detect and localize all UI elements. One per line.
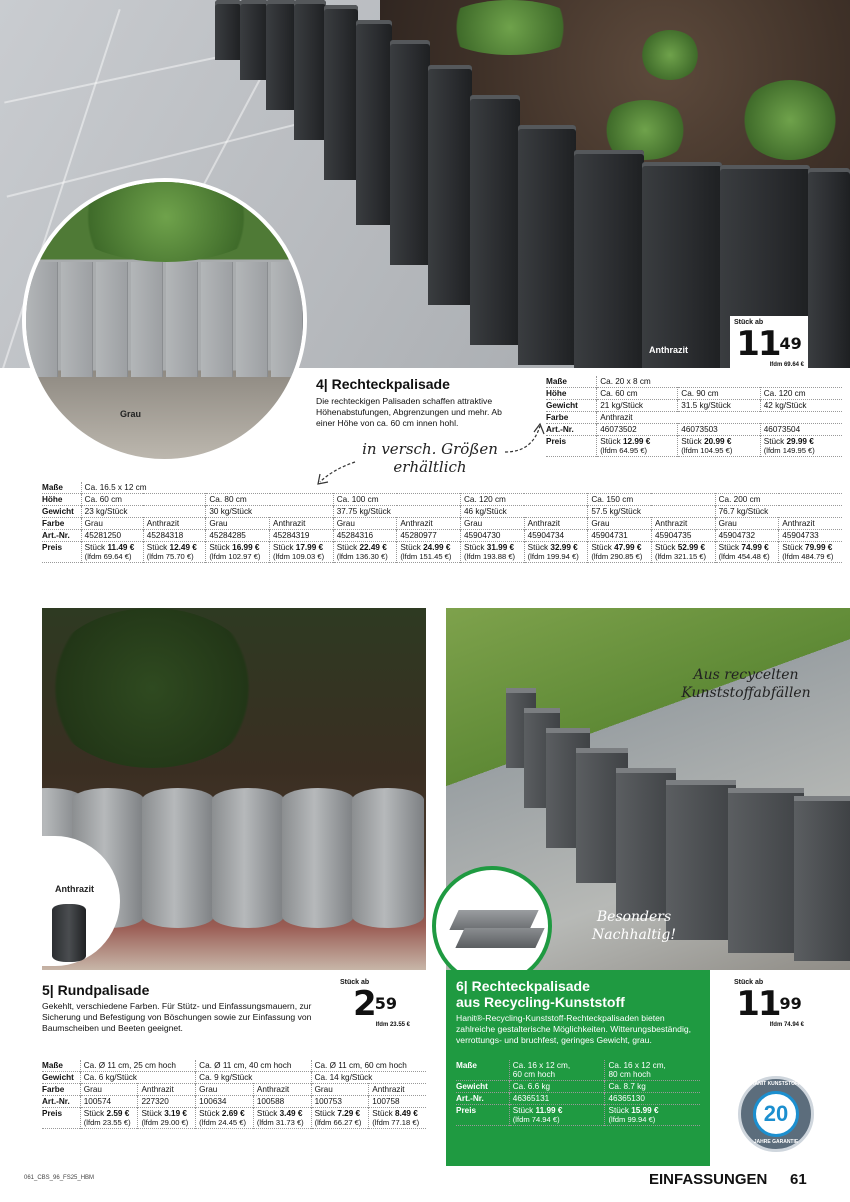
price-badge-5: Stück ab $2^{59}$ lfdm 23.55 €: [336, 976, 414, 1036]
table-row: Preis Stück 11.49 € (lfdm 69.64 €) Stück 12.49 € (lfdm 75.70 €) Stück 16.99 € (lfdm 102.97 €) Stück 17.99 € (lfdm 109.03 €) Stück 22.49 € (lfdm 136.30 €) Stück 24.99 € (lfdm 151.45 €) Stück 31.99 € (lfdm 193.88 €) Stück 32.99 € (lfdm 199.94 €) Stück 47.99 € (lfdm 290.85 €) Stück 52.99 € (lfdm 321.15 €) Stück 74.99 € (lfdm 454.48 €) Stück 79.99 € (lfdm 484.79 €): [42, 542, 842, 563]
product-4-spec-table-large: [42, 482, 842, 563]
table-row: Farbe Grau Anthrazit Grau Anthrazit Grau Anthrazit Grau Anthrazit Grau Anthrazit Grau Anthrazit: [42, 518, 842, 530]
product-5-spec-table: [42, 1060, 426, 1129]
product-6-description: Hanit®-Recycling-Kunststoff-Rechteckpalisaden bieten zahlreiche gestalterische Möglichkeiten. Witterungsbeständig, verrottungs- und bruchfest, geringes Gewicht, grau.: [456, 1013, 692, 1045]
product-5-head: [42, 982, 332, 1034]
plastic-palisade-inset: [432, 866, 552, 986]
table-row: Maße Ca. Ø 11 cm, 25 cm hoch Ca. Ø 11 cm, 40 cm hoch Ca. Ø 11 cm, 60 cm hoch: [42, 1060, 426, 1072]
product-6-title: 6| Rechteckpalisade aus Recycling-Kunststoff: [456, 978, 625, 1010]
anthrazit-inset: Anthrazit: [0, 836, 120, 966]
page-number: 61: [790, 1171, 807, 1188]
table-row: Gewicht Ca. 6 kg/Stück Ca. 9 kg/Stück Ca. 14 kg/Stück: [42, 1072, 426, 1084]
product-4-title: 4| Rechteckpalisade: [316, 376, 450, 392]
product-5-title: 5| Rundpalisade: [42, 982, 150, 998]
arrows-icon: [300, 412, 550, 492]
product-6-head: [446, 970, 710, 1056]
footer-category: EINFASSUNGEN: [649, 1171, 768, 1188]
color-tag-anthrazit: Anthrazit: [649, 345, 688, 355]
table-row: Gewicht 23 kg/Stück 30 kg/Stück 37.75 kg/Stück 46 kg/Stück 57.5 kg/Stück 76.7 kg/Stück: [42, 506, 842, 518]
footer-code: 061_CBS_96_FS25_HBM: [24, 1175, 95, 1181]
guarantee-seal-icon: HANIT KUNSTSTOFF 20 JAHRE GARANTIE: [738, 1076, 814, 1152]
price-badge-4: Stück ab $11^{49}$ lfdm 69.64 €: [730, 316, 808, 376]
table-row: Art.-Nr. 100574 227320 100634 100588 100753 100758: [42, 1096, 426, 1108]
table-row: Art.-Nr. 45281250 45284318 45284285 45284319 45284316 45280977 45904730 45904734 45904731 45904735 45904732 45904733: [42, 530, 842, 542]
table-row: Farbe Grau Anthrazit Grau Anthrazit Grau Anthrazit: [42, 1084, 426, 1096]
recycled-handwritten-note: Aus recycelten Kunststoffabfällen: [681, 667, 811, 701]
product-4-spec-table-small: Maße Ca. 20 x 8 cm Höhe Ca. 60 cm Ca. 90 cm Ca. 120 cm Gewicht 21 kg/Stück 31.5 kg/Stück 42 kg/Stück Farbe Anthrazit Art.-Nr. 46073502 46073503 46073504 Preis Stück 12.99 € (lfdm 64.95 €) Stück 20.99 € (lfdm 104.95 €) Stück 29.99 € (lfdm 149.95 €): [546, 376, 842, 457]
table-row: Höhe Ca. 60 cm Ca. 80 cm Ca. 100 cm Ca. 120 cm Ca. 150 cm Ca. 200 cm: [42, 494, 842, 506]
product-5-description: Gekehlt, verschiedene Farben. Für Stütz- und Einfassungsmauern, zur Sicherung und Befestigung von Böschungen sowie zur Einfassung von Baumscheiben und Beeten geeignet.: [42, 1001, 312, 1033]
price-badge-6: Stück ab $11^{99}$ lfdm 74.94 €: [730, 976, 808, 1036]
color-tag-grau: Grau: [120, 409, 142, 419]
product-6-spec-box: [446, 1056, 710, 1166]
grey-palisade-inset: [22, 178, 307, 463]
product-4-description: Die rechteckigen Palisaden schaffen attraktive Höhenabstufungen, Abgrenzungen und mehr. Ab einer Höhe von ca. 60 cm innen hohl.: [316, 396, 502, 428]
table-row: Preis Stück 2.59 € (lfdm 23.55 €) Stück 3.19 € (lfdm 29.00 €) Stück 2.69 € (lfdm 24.45 €) Stück 3.49 € (lfdm 31.73 €) Stück 7.29 € (lfdm 66.27 €) Stück 8.49 € (lfdm 77.18 €): [42, 1108, 426, 1129]
sustainable-handwritten-note: Besonders Nachhaltig!: [592, 909, 676, 943]
product-6-spec-table: Maße Ca. 16 x 12 cm, 60 cm hoch Ca. 16 x 12 cm, 80 cm hoch Gewicht Ca. 6.6 kg Ca. 8.7 kg Art.-Nr. 46365131 46365130 Preis Stück 11.99 € (lfdm 74.94 €) Stück 15.99 € (lfdm 99.94 €): [456, 1060, 700, 1126]
sizes-handwritten-note: in versch. Größen erhältlich: [362, 440, 498, 476]
table-row: Maße Ca. 16.5 x 12 cm: [42, 482, 842, 494]
